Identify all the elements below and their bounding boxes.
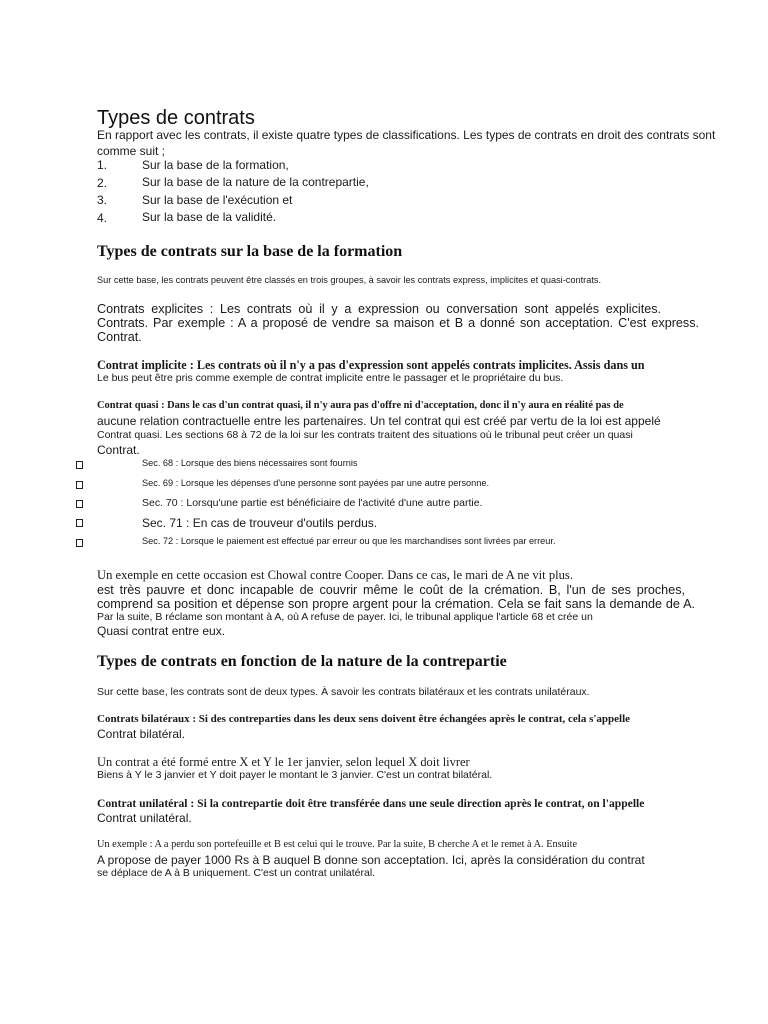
- list-number: 2.: [97, 176, 108, 190]
- list-item: Sec. 69 : Lorsque les dépenses d'une personne sont payées par une autre personne.: [142, 478, 490, 488]
- explicit-line-1: Contrats explicites : Les contrats où il y a expression ou conversation sont appelés explicites.: [97, 302, 661, 316]
- list-item: Sec. 70 : Lorsqu'une partie est bénéficiaire de l'activité d'une autre partie.: [142, 497, 483, 509]
- example-line-1: Un exemple en cette occasion est Chowal contre Cooper. Dans ce cas, le mari de A ne vit plus.: [97, 568, 573, 582]
- quasi-line-4: Contrat.: [97, 443, 140, 457]
- intro-line-2: comme suit ;: [97, 144, 166, 158]
- square-bullet-icon: [76, 519, 83, 527]
- list-item: Sec. 71 : En cas de trouveur d'outils perdus.: [142, 516, 378, 530]
- unilateral-example-3: se déplace de A à B uniquement. C'est un contrat unilatéral.: [97, 867, 376, 879]
- quasi-definition: Contrat quasi : Dans le cas d'un contrat quasi, il n'y aura pas d'offre ni d'acceptation, donc il n'y aura en réalité pas de: [97, 400, 624, 411]
- unilateral-example-1: Un exemple : A a perdu son portefeuille et B est celui qui le trouve. Par la suite, B cherche A et le remet à A. Ensuite: [97, 839, 578, 850]
- square-bullet-icon: [76, 481, 83, 489]
- section-heading-formation: Types de contrats sur la base de la formation: [97, 243, 403, 260]
- example-line-4: Par la suite, B réclame son montant à A, où A refuse de payer. Ici, le tribunal applique l'article 68 et crée un: [97, 611, 593, 623]
- intro-line-1: En rapport avec les contrats, il existe quatre types de classifications. Les types de contrats en droit des contrats sont: [97, 128, 716, 142]
- example-line-5: Quasi contrat entre eux.: [97, 624, 226, 638]
- quasi-line-2: aucune relation contractuelle entre les partenaires. Un tel contrat qui est créé par vertu de la loi est appelé: [97, 414, 661, 428]
- list-number: 3.: [97, 193, 108, 207]
- bilateral-definition: Contrats bilatéraux : Si des contreparties dans les deux sens doivent être échangées après le contrat, cela s'appelle: [97, 713, 631, 725]
- bilateral-example-2: Biens à Y le 3 janvier et Y doit payer le montant le 3 janvier. C'est un contrat bilatéral.: [97, 769, 493, 781]
- implicit-example: Le bus peut être pris comme exemple de contrat implicite entre le passager et le propriétaire du bus.: [97, 372, 564, 384]
- list-item: Sec. 72 : Lorsque le paiement est effectué par erreur ou que les marchandises sont livrées par erreur.: [142, 536, 556, 546]
- list-number: 4.: [97, 211, 108, 225]
- explicit-line-2: Contrats. Par exemple : A a proposé de vendre sa maison et B a donné son acceptation. C'est express.: [97, 316, 699, 330]
- page-title: Types de contrats: [97, 107, 255, 129]
- unilateral-example-2: A propose de payer 1000 Rs à B auquel B donne son acceptation. Ici, après la considération du contrat: [97, 853, 645, 867]
- square-bullet-icon: [76, 500, 83, 508]
- square-bullet-icon: [76, 539, 83, 547]
- section-heading-consideration: Types de contrats en fonction de la nature de la contrepartie: [97, 653, 507, 670]
- list-item: Sur la base de la nature de la contrepartie,: [142, 175, 369, 189]
- implicit-definition: Contrat implicite : Les contrats où il n'y a pas d'expression sont appelés contrats implicites. Assis dans un: [97, 358, 645, 372]
- list-item: Sur la base de la validité.: [142, 210, 277, 224]
- section-intro: Sur cette base, les contrats peuvent être classés en trois groupes, à savoir les contrats express, implicites et quasi-contrats.: [97, 275, 602, 285]
- unilateral-term: Contrat unilatéral.: [97, 811, 192, 825]
- example-line-2: est très pauvre et donc incapable de couvrir même le coût de la crémation. B, l'un de ses proches,: [97, 583, 685, 597]
- list-item: Sur la base de l'exécution et: [142, 193, 293, 207]
- bilateral-term: Contrat bilatéral.: [97, 727, 186, 741]
- square-bullet-icon: [76, 461, 83, 469]
- list-item: Sec. 68 : Lorsque des biens nécessaires sont fournis: [142, 458, 358, 468]
- list-number: 1.: [97, 158, 108, 172]
- explicit-line-3: Contrat.: [97, 330, 142, 344]
- quasi-line-3: Contrat quasi. Les sections 68 à 72 de la loi sur les contrats traitent des situations où le tribunal peut créer un quasi: [97, 429, 633, 441]
- section-intro: Sur cette base, les contrats sont de deux types. À savoir les contrats bilatéraux et les contrats unilatéraux.: [97, 686, 590, 698]
- unilateral-definition: Contrat unilatéral : Si la contrepartie doit être transférée dans une seule direction après le contrat, on l'appelle: [97, 797, 645, 810]
- example-line-3: comprend sa position et dépense son propre argent pour la crémation. Cela se fait sans la demande de A.: [97, 597, 695, 611]
- list-item: Sur la base de la formation,: [142, 158, 289, 172]
- bilateral-example-1: Un contrat a été formé entre X et Y le 1er janvier, selon lequel X doit livrer: [97, 755, 470, 769]
